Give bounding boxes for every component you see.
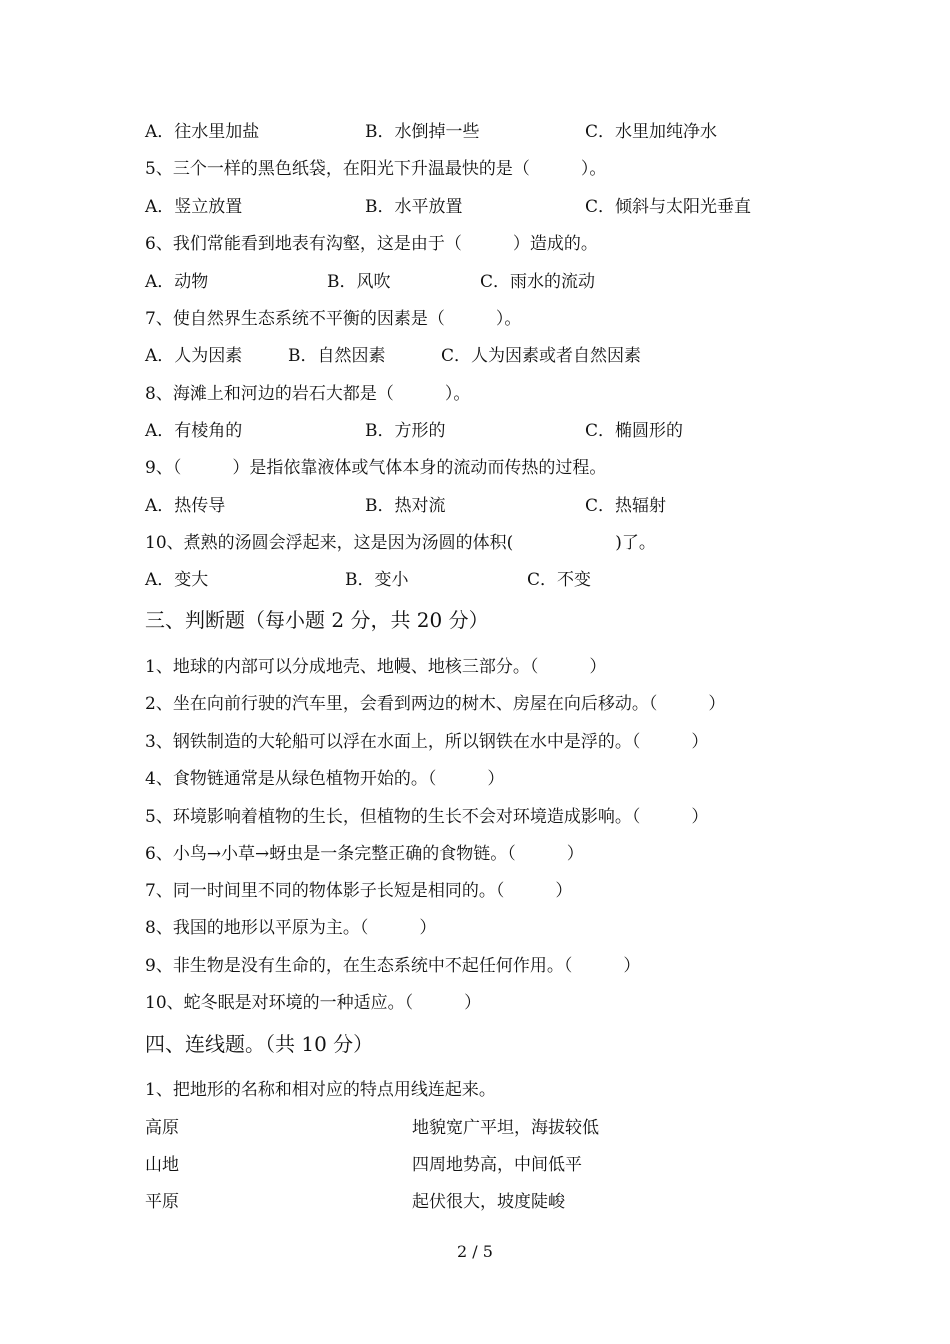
q10-option-a: A．变大: [145, 570, 209, 590]
q10-option-c: C．不变: [527, 570, 592, 590]
tf-item-5: 5、环境影响着植物的生长，但植物的生长不会对环境造成影响。（ ）: [145, 807, 709, 827]
q6-option-b: B．风吹: [327, 272, 391, 292]
q8-option-c: C．椭圆形的: [585, 421, 684, 441]
tf-item-4: 4、食物链通常是从绿色植物开始的。（ ）: [145, 769, 505, 789]
landform-feature-3: 起伏很大，坡度陡峻: [412, 1192, 565, 1212]
q10-option-b: B．变小: [345, 570, 409, 590]
match-question-1: 1、把地形的名称和相对应的特点用线连起来。: [145, 1080, 496, 1100]
tf-item-2: 2、坐在向前行驶的汽车里，会看到两边的树木、房屋在向后移动。（ ）: [145, 694, 726, 714]
question-6: 6、我们常能看到地表有沟壑，这是由于（ ）造成的。: [145, 234, 598, 254]
section-4-heading: 四、连线题。（共 10 分）: [145, 1032, 374, 1056]
question-9: 9、（ ）是指依靠液体或气体本身的流动而传热的过程。: [145, 458, 607, 478]
tf-item-6: 6、小鸟→小草→蚜虫是一条完整正确的食物链。（ ）: [145, 844, 584, 864]
q9-option-a: A．热传导: [145, 496, 226, 516]
q8-option-a: A．有棱角的: [145, 421, 243, 441]
q5-option-a: A．竖立放置: [145, 197, 243, 217]
landform-feature-2: 四周地势高，中间低平: [412, 1155, 582, 1175]
q6-option-a: A．动物: [145, 272, 209, 292]
landform-name-1: 高原: [145, 1118, 179, 1138]
q9-option-c: C．热辐射: [585, 496, 667, 516]
q7-option-b: B．自然因素: [288, 346, 386, 366]
tf-item-8: 8、我国的地形以平原为主。（ ）: [145, 918, 437, 938]
q9-option-b: B．热对流: [365, 496, 446, 516]
question-8: 8、海滩上和河边的岩石大都是（ ）。: [145, 384, 471, 404]
page-number: 2 / 5: [457, 1242, 493, 1261]
q7-option-c: C．人为因素或者自然因素: [441, 346, 642, 366]
q4-option-a: A．往水里加盐: [145, 122, 260, 142]
tf-item-7: 7、同一时间里不同的物体影子长短是相同的。（ ）: [145, 881, 573, 901]
question-5: 5、三个一样的黑色纸袋，在阳光下升温最快的是（ ）。: [145, 159, 607, 179]
q6-option-c: C．雨水的流动: [480, 272, 596, 292]
tf-item-1: 1、地球的内部可以分成地壳、地幔、地核三部分。（ ）: [145, 657, 607, 677]
landform-name-3: 平原: [145, 1192, 179, 1212]
section-3-heading: 三、判断题（每小题 2 分，共 20 分）: [145, 608, 489, 632]
q4-option-b: B．水倒掉一些: [365, 122, 480, 142]
question-7: 7、使自然界生态系统不平衡的因素是（ ）。: [145, 309, 522, 329]
landform-feature-1: 地貌宽广平坦，海拔较低: [412, 1118, 599, 1138]
q7-option-a: A．人为因素: [145, 346, 243, 366]
landform-name-2: 山地: [145, 1155, 179, 1175]
q5-option-b: B．水平放置: [365, 197, 463, 217]
q8-option-b: B．方形的: [365, 421, 446, 441]
q5-option-c: C．倾斜与太阳光垂直: [585, 197, 752, 217]
question-10: 10、煮熟的汤圆会浮起来，这是因为汤圆的体积( )了。: [145, 533, 656, 553]
q4-option-c: C．水里加纯净水: [585, 122, 718, 142]
tf-item-10: 10、蛇冬眠是对环境的一种适应。（ ）: [145, 993, 482, 1013]
tf-item-3: 3、钢铁制造的大轮船可以浮在水面上，所以钢铁在水中是浮的。（ ）: [145, 732, 709, 752]
tf-item-9: 9、非生物是没有生命的，在生态系统中不起任何作用。（ ）: [145, 956, 641, 976]
